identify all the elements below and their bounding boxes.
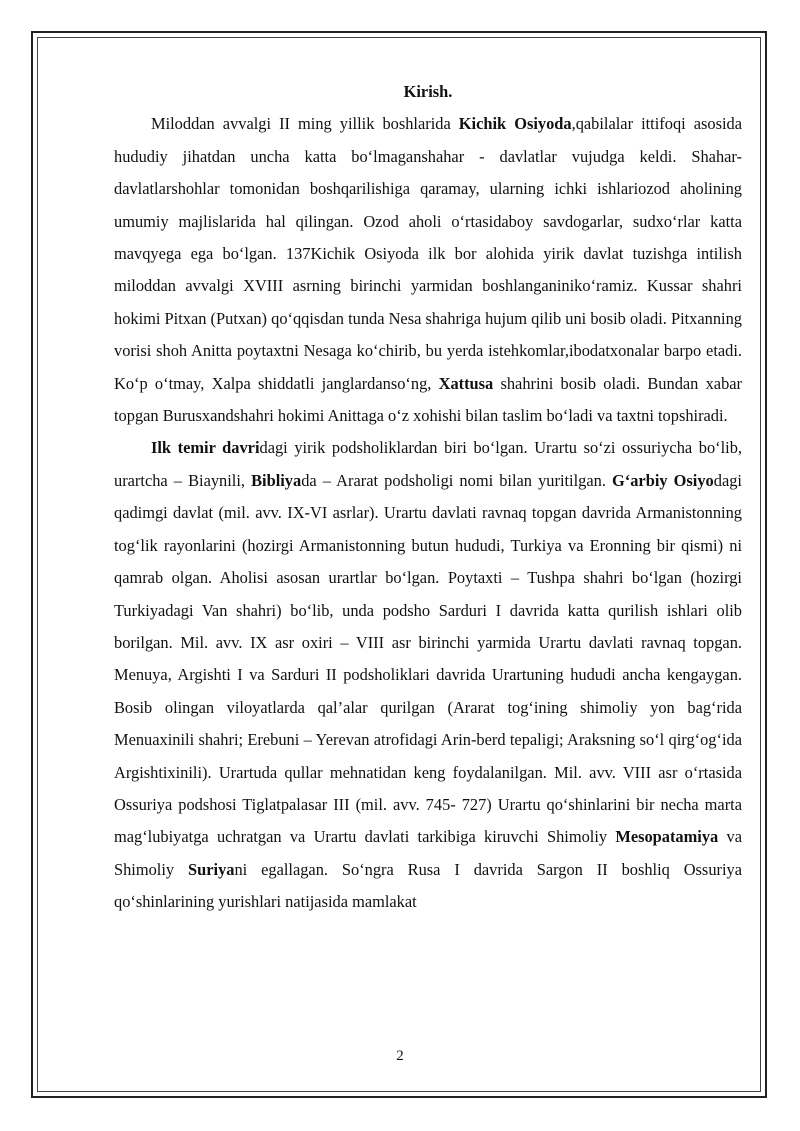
text-run: Miloddan avvalgi II ming yillik boshlarida [151,114,459,134]
bold-term: Bibliya [251,470,302,490]
page-number: 2 [396,1048,404,1064]
bold-term: Xattusa [438,373,494,393]
paragraph-urartu [114,432,742,918]
text-run: dagi qadimgi davlat (mil. avv. IX-VI asrlar). Urartu davlati ravnaq topgan davrida Armanistonning tog‘lik rayonlarini (hozirgi Armanistonning butun hududi, Turkiya va Eronning bir qismi) ni qamrab olgan. Aholisi asosan urartlar bo‘lgan. Poytaxti – Tushpa shahri bo‘lgan (hozirgi Turkiyadagi Van shahri) bo‘lib, unda podsho Sarduri I davrida katta qurilish ishlari olib borilgan. Mil. avv. IX asr oxiri – VIII asr birinchi yarmida Urartu davlati ravnaq topgan. Menuya, Argishti I va Sarduri II podsholiklari davrida Urartuning hududi ancha kengaygan. Bosib olingan viloyatlarda qal’alar qurilgan (Ararat tog‘ining shimoliy yon bag‘rida Menuaxinili shahri; Erebuni – Yerevan atrofidagi Arin-berd tepaligi; Araksning so‘l qirg‘og‘ida Argishtixinili). Urartuda qullar mehnatidan keng foydalanilgan. Mil. avv. VIII asr o‘rtasida Ossuriya podshosi Tiglatpalasar III (mil. avv. 745- 727) Urartu qo‘shinlarini bir necha marta mag‘lubiyatga uchratgan va Urartu davlati tarkibiga kiruvchi Shimoliy [114,470,742,847]
document-body [114,76,742,919]
paragraph-kichik-osiyo [114,108,742,432]
bold-term: G‘arbiy Osiyo [612,470,714,490]
bold-term: Kichik Osiyoda [458,114,572,134]
bold-term: Ilk temir davri [151,438,260,458]
bold-term: Suriya [188,859,235,879]
text-run: da – Ararat podsholigi nomi bilan yuritilgan. [301,470,613,490]
text-run: dagi yirik podsholiklardan biri bo‘lgan. Urartu so‘zi ossuriycha bo‘lib, urartcha – Biaynili, [114,438,743,490]
text-run: ni egallagan. So‘ngra Rusa I davrida Sargon II boshliq Ossuriya qo‘shinlarining yurishlari natijasida mamlakat [114,859,742,912]
text-run: ,qabilalar ittifoqi asosida hududiy jihatdan uncha katta boʻlmaganshahar - davlatlar vujudga keldi. Shahar-davlatlarshohlar tomonidan boshqarilishiga qaramay, ularning ichki ishlariozod aholining umumiy majlislarida hal qilingan. Ozod aholi oʻrtasidaboy savdogarlar, sudxoʻrlar katta mavqyega ega boʻlgan. 137Kichik Osiyoda ilk bor alohida yirik davlat tuzishga intilish miloddan avvalgi XVIII asrning birinchi yarmidan boshlanganiniko‘ramiz. Kussar shahri hokimi Pitxan (Putxan) qoʻqqisdan tunda Nesa shahriga hujum qilib uni bosib oladi. Pitxanning vorisi shoh Anitta poytaxtni Nesaga koʻchirib, bu yerda istehkomlar,ibodatxonalar barpo etadi. Koʻp oʻtmay, Xalpa shiddatli janglardanso‘ng, [114,114,742,393]
text-run: va Shimoliy [114,827,742,879]
document-title: Kirish. [403,82,453,101]
bold-term: Mesopatamiya [615,827,719,847]
text-run: shahrini bosib oladi. Bundan xabar topgan Burusxandshahri hokimi Anittaga o‘z xohishi bilan taslim bo‘ladi va taxtni topshiradi. [114,373,743,426]
